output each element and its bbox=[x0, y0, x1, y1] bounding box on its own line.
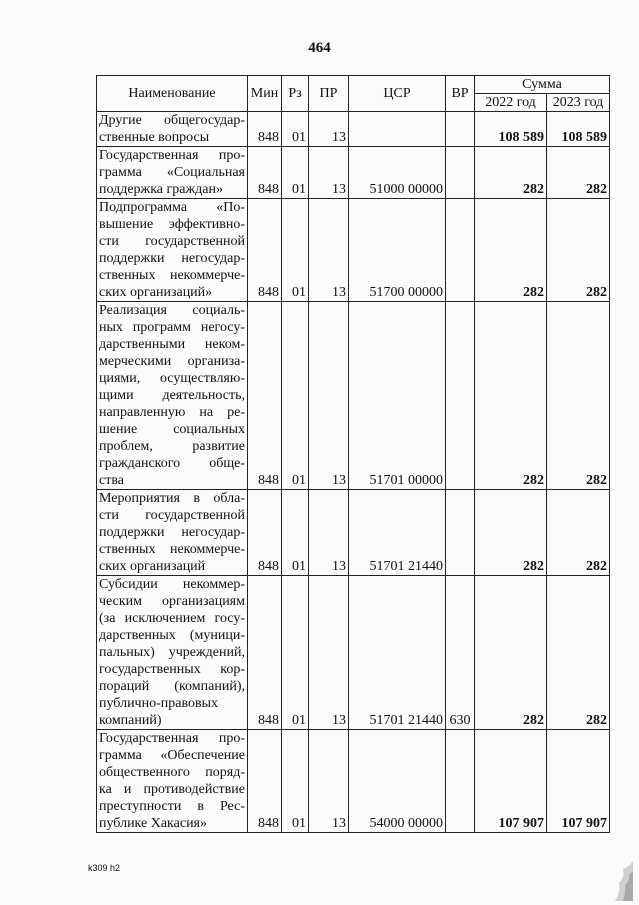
row-y2022: 107 907 bbox=[475, 730, 547, 833]
budget-table bbox=[96, 75, 610, 833]
row-name-line: преступности в Рес- bbox=[99, 799, 245, 814]
table-row bbox=[97, 199, 610, 302]
row-name-line: дарственными неком- bbox=[99, 337, 245, 352]
row-csr: 51000 00000 bbox=[349, 147, 446, 199]
header-pr: ПР bbox=[309, 76, 349, 112]
row-vr bbox=[446, 730, 475, 833]
table-row bbox=[97, 490, 610, 576]
row-y2023: 108 589 bbox=[547, 112, 610, 147]
row-name-line: ственные вопросы bbox=[99, 130, 210, 145]
row-name-line: проблем, развитие bbox=[99, 439, 245, 454]
row-name-line: ка и противодействие bbox=[99, 782, 245, 797]
row-pr: 13 bbox=[309, 730, 349, 833]
row-pr: 13 bbox=[309, 147, 349, 199]
table-body bbox=[97, 112, 610, 833]
header-2022: 2022 год bbox=[475, 94, 547, 112]
row-name-line: грамма «Социальная bbox=[99, 165, 245, 180]
header-min: Мин bbox=[248, 76, 282, 112]
row-vr bbox=[446, 147, 475, 199]
row-name-line: Государственная про- bbox=[99, 148, 245, 163]
row-csr: 51701 00000 bbox=[349, 302, 446, 490]
row-name-line: компаний) bbox=[99, 713, 162, 728]
row-y2023: 282 bbox=[547, 302, 610, 490]
row-name-line: ских организаций» bbox=[99, 285, 213, 300]
table-row bbox=[97, 302, 610, 490]
row-name-line: государственных кор- bbox=[99, 662, 245, 677]
row-min: 848 bbox=[248, 147, 282, 199]
row-y2023: 282 bbox=[547, 147, 610, 199]
row-min: 848 bbox=[248, 199, 282, 302]
row-rz: 01 bbox=[282, 490, 309, 576]
row-name-line: публично-правовых bbox=[99, 696, 218, 711]
header-vr: ВР bbox=[446, 76, 475, 112]
footer-code: k309 h2 bbox=[88, 863, 121, 873]
row-y2023: 282 bbox=[547, 490, 610, 576]
row-csr: 51701 21440 bbox=[349, 490, 446, 576]
row-name-line: ных программ негосу- bbox=[99, 320, 245, 335]
row-vr bbox=[446, 112, 475, 147]
row-min: 848 bbox=[248, 112, 282, 147]
header-rz: Рз bbox=[282, 76, 309, 112]
row-csr: 51700 00000 bbox=[349, 199, 446, 302]
row-rz: 01 bbox=[282, 199, 309, 302]
row-pr: 13 bbox=[309, 490, 349, 576]
row-name bbox=[97, 112, 248, 147]
page-number: 464 bbox=[308, 40, 331, 56]
row-name-line: сти государственной bbox=[99, 234, 245, 249]
row-y2022: 282 bbox=[475, 199, 547, 302]
row-name-line: общественного поряд- bbox=[99, 765, 245, 780]
row-vr bbox=[446, 199, 475, 302]
row-min: 848 bbox=[248, 302, 282, 490]
row-name bbox=[97, 147, 248, 199]
row-pr: 13 bbox=[309, 112, 349, 147]
row-y2022: 282 bbox=[475, 490, 547, 576]
row-rz: 01 bbox=[282, 112, 309, 147]
row-name-line: Субсидии некоммер- bbox=[99, 577, 245, 592]
row-name-line: Государственная про- bbox=[99, 731, 245, 746]
row-rz: 01 bbox=[282, 730, 309, 833]
row-name bbox=[97, 199, 248, 302]
row-y2023: 282 bbox=[547, 199, 610, 302]
row-min: 848 bbox=[248, 490, 282, 576]
row-name-line: ческим организациям bbox=[99, 594, 245, 609]
row-name-line: ства bbox=[99, 473, 124, 488]
row-name-line: шение социальных bbox=[99, 422, 245, 437]
table-row bbox=[97, 147, 610, 199]
row-name-line: грамма «Обеспечение bbox=[99, 748, 245, 763]
row-name-line: мерческими организа- bbox=[99, 354, 245, 369]
row-name-line: Мероприятия в обла- bbox=[99, 491, 245, 506]
header-sum: Сумма bbox=[475, 76, 610, 94]
row-rz: 01 bbox=[282, 576, 309, 730]
row-name-line: Реализация социаль- bbox=[99, 303, 245, 318]
row-y2022: 282 bbox=[475, 147, 547, 199]
row-pr: 13 bbox=[309, 576, 349, 730]
row-y2023: 107 907 bbox=[547, 730, 610, 833]
header-2023: 2023 год bbox=[547, 94, 610, 112]
row-min: 848 bbox=[248, 576, 282, 730]
row-y2023: 282 bbox=[547, 576, 610, 730]
row-rz: 01 bbox=[282, 147, 309, 199]
row-name-line: пораций (компаний), bbox=[99, 679, 245, 694]
row-name-line: сти государственной bbox=[99, 508, 245, 523]
row-name-line: пальных) учреждений, bbox=[99, 645, 245, 660]
row-name-line: ственных некоммерче- bbox=[99, 542, 245, 557]
row-csr: 51701 21440 bbox=[349, 576, 446, 730]
row-name bbox=[97, 490, 248, 576]
row-vr bbox=[446, 490, 475, 576]
row-name-line: циями, осуществляю- bbox=[99, 371, 245, 386]
row-pr: 13 bbox=[309, 199, 349, 302]
row-name-line: поддержка граждан» bbox=[99, 182, 223, 197]
row-vr: 630 bbox=[446, 576, 475, 730]
row-y2022: 282 bbox=[475, 576, 547, 730]
row-name bbox=[97, 302, 248, 490]
row-name bbox=[97, 730, 248, 833]
row-name-line: ских организаций bbox=[99, 559, 206, 574]
table-row bbox=[97, 112, 610, 147]
row-name-line: щими деятельность, bbox=[99, 388, 245, 403]
scan-artifact-corner bbox=[611, 861, 633, 901]
table-row bbox=[97, 730, 610, 833]
row-name-line: вышение эффективно- bbox=[99, 217, 245, 232]
row-name-line: гражданского обще- bbox=[99, 456, 245, 471]
row-vr bbox=[446, 302, 475, 490]
header-csr: ЦСР bbox=[349, 76, 446, 112]
row-y2022: 282 bbox=[475, 302, 547, 490]
row-name bbox=[97, 576, 248, 730]
header-name: Наименование bbox=[97, 76, 248, 112]
table-row bbox=[97, 576, 610, 730]
row-pr: 13 bbox=[309, 302, 349, 490]
row-name-line: Другие общегосудар- bbox=[99, 113, 245, 128]
row-y2022: 108 589 bbox=[475, 112, 547, 147]
row-name-line: поддержки негосудар- bbox=[99, 525, 245, 540]
row-name-line: (за исключением госу- bbox=[99, 611, 245, 626]
row-rz: 01 bbox=[282, 302, 309, 490]
row-name-line: Подпрограмма «По- bbox=[99, 200, 245, 215]
row-name-line: поддержки негосудар- bbox=[99, 251, 245, 266]
row-name-line: публике Хакасия» bbox=[99, 816, 208, 831]
row-name-line: ственных некоммерче- bbox=[99, 268, 245, 283]
row-csr bbox=[349, 112, 446, 147]
row-min: 848 bbox=[248, 730, 282, 833]
row-name-line: направленную на ре- bbox=[99, 405, 245, 420]
row-csr: 54000 00000 bbox=[349, 730, 446, 833]
row-name-line: дарственных (муници- bbox=[99, 628, 245, 643]
